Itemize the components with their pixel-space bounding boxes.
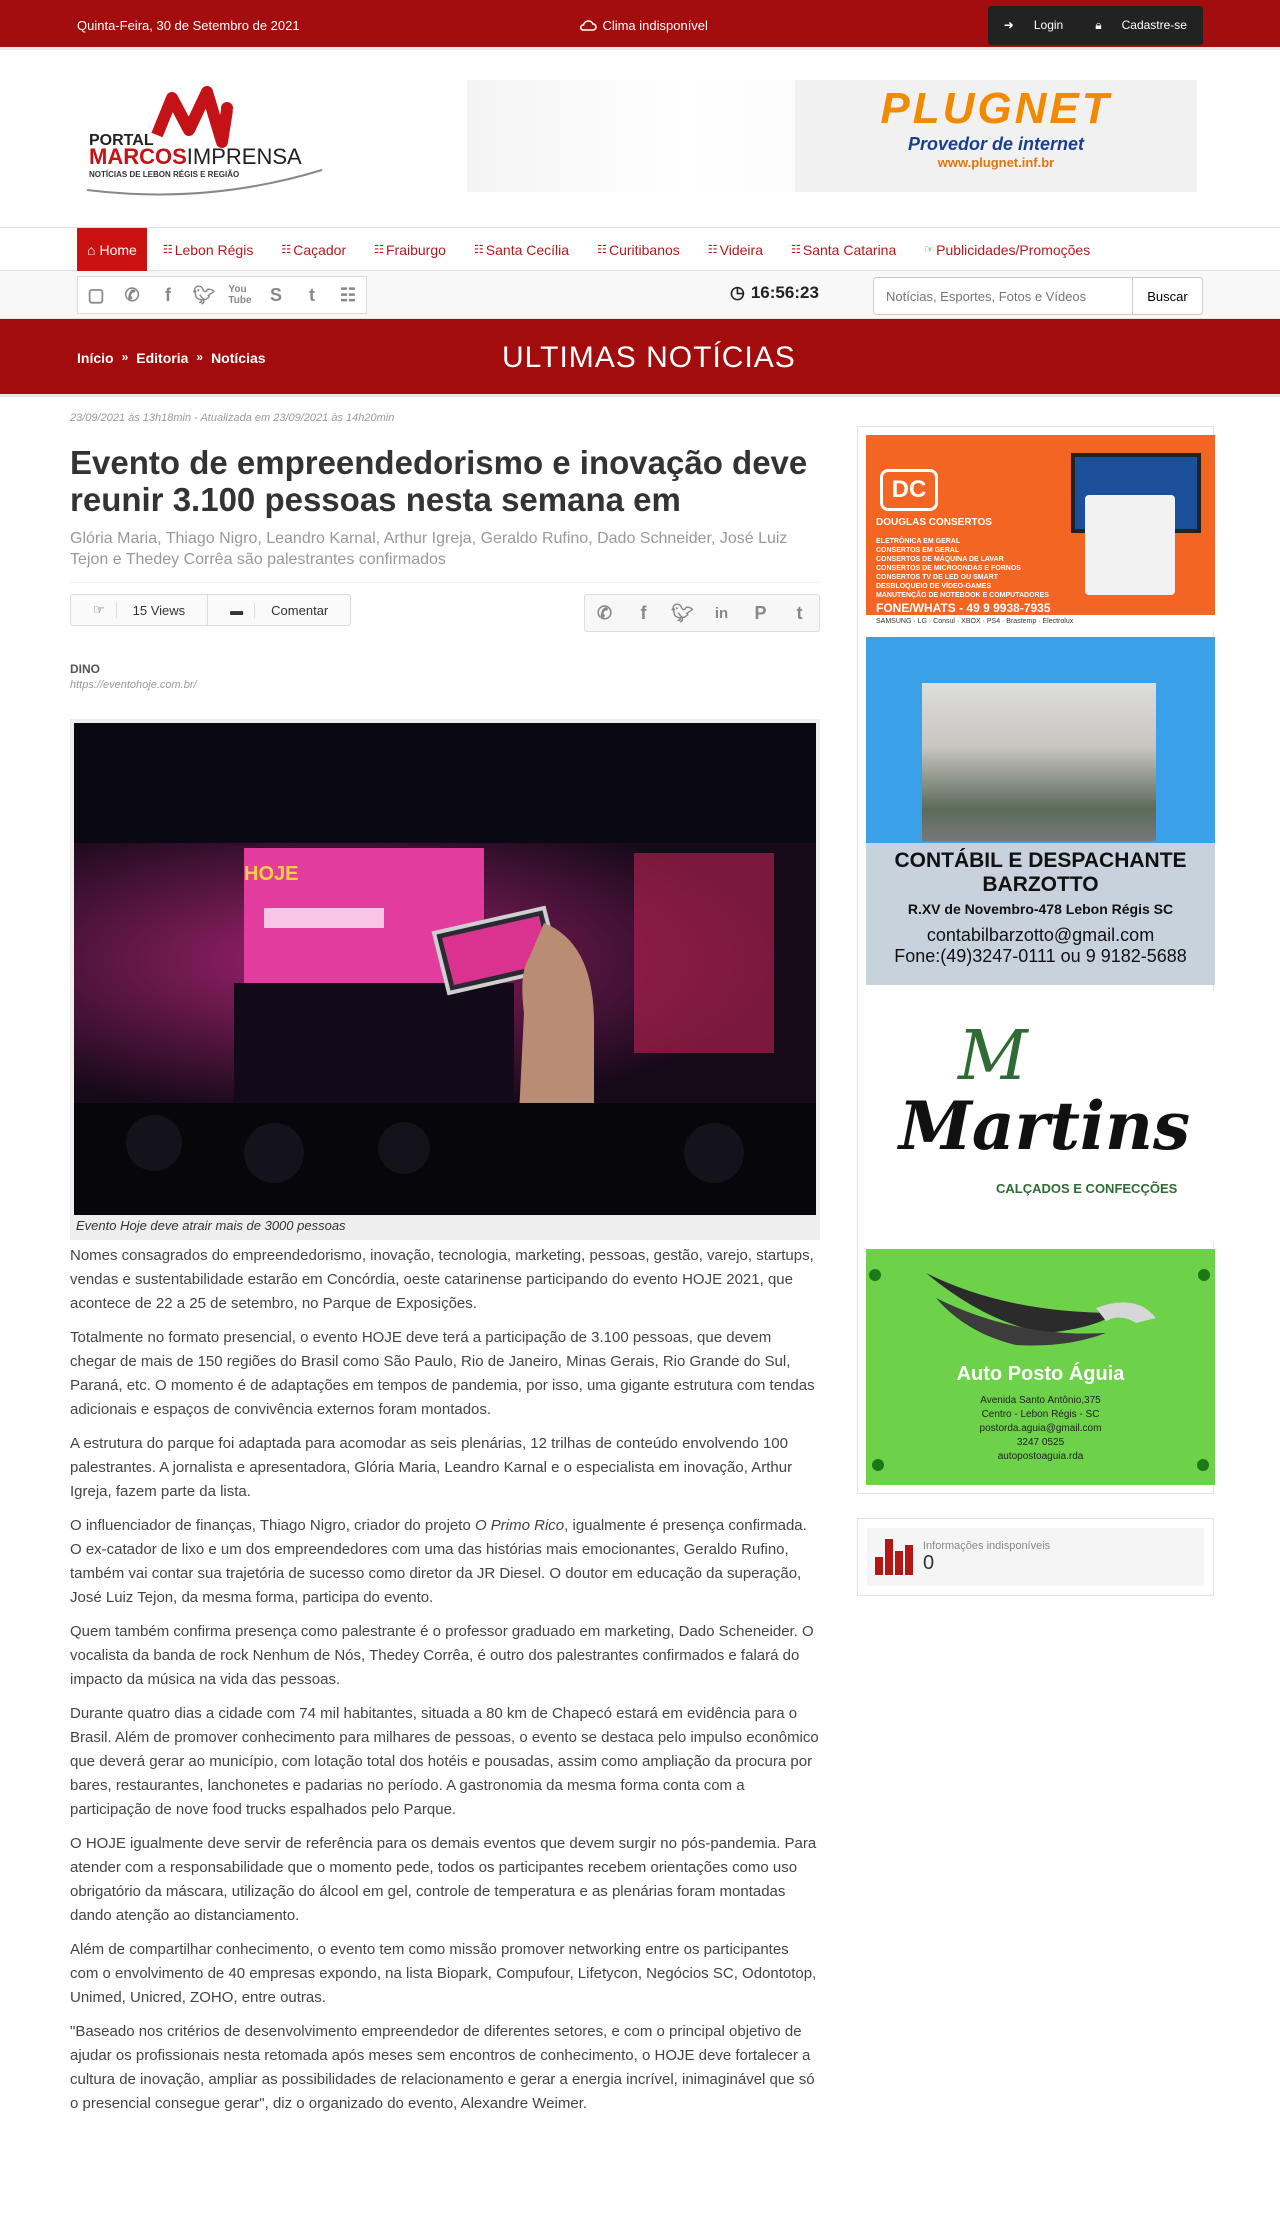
comment-icon: ▬ xyxy=(219,603,255,618)
site-logo[interactable] xyxy=(77,80,337,200)
article-paragraph: A estrutura do parque foi adaptada para acomodar as seis plenárias, 12 trilhas de conteúdo envolvendo 100 palestrantes. A jornalista e apresentadora, Glória Maria, Leandro Karnal e o especialista em inovação, Arthur Igreja, fazem parte da lista. xyxy=(70,1435,793,1500)
pinterest-icon[interactable]: P xyxy=(754,602,767,623)
search-button[interactable]: Buscar xyxy=(1133,277,1203,315)
site-header xyxy=(0,50,1280,228)
rss-icon: ☷ xyxy=(707,244,718,256)
photo-illustration xyxy=(74,723,816,1215)
breadcrumb-separator-icon: » xyxy=(121,350,129,364)
nav-label: Santa Catarina xyxy=(802,241,897,258)
thumbs-up-icon: ☞ xyxy=(82,602,117,618)
views-count: 15 Views xyxy=(132,602,186,618)
section-title: ULTIMAS NOTÍCIAS xyxy=(502,341,796,374)
article xyxy=(70,412,820,2116)
instagram-icon[interactable]: ▢ xyxy=(87,284,105,305)
nav-label: Publicidades/Promoções xyxy=(936,241,1091,258)
ad-washer xyxy=(1085,495,1175,595)
photo-caption: Evento Hoje deve atrair mais de 3000 pessoas xyxy=(76,1218,346,1233)
nav-item-curitibanos[interactable] xyxy=(587,228,690,271)
article-body xyxy=(70,1244,820,2116)
ad-service-line: CONSERTOS DE MÁQUINA DE LAVAR xyxy=(876,556,1004,563)
ad-auto-posto-aguia[interactable] xyxy=(866,1249,1215,1485)
twitter-icon[interactable]: 🐦︎ xyxy=(192,284,216,305)
sidebar-ads xyxy=(857,426,1214,1494)
ad-monogram: M xyxy=(958,1017,1028,1096)
nav-item-publicidades[interactable] xyxy=(914,228,1100,271)
comment-button[interactable] xyxy=(208,595,350,625)
rss-icon: ☷ xyxy=(374,244,384,256)
logo-text-name xyxy=(89,145,302,169)
stats-widget xyxy=(857,1518,1214,1596)
ad-title: CONTÁBIL E DESPACHANTE xyxy=(894,849,1187,872)
weather-text: Clima indisponível xyxy=(602,17,708,33)
top-bar xyxy=(0,0,1280,50)
ad-brand: Auto Posto Águia xyxy=(956,1363,1125,1385)
ad-brands: SAMSUNG · LG · Consul · XBOX · PS4 · Brastemp · Electrolux xyxy=(866,615,1215,631)
ad-service-line: ELETRÔNICA EM GERAL xyxy=(876,538,961,545)
nav-label: Curitibanos xyxy=(608,241,680,258)
header-ad[interactable] xyxy=(467,80,1197,192)
plugnet-url: www.plugnet.inf.br xyxy=(937,155,1055,170)
nav-label: Santa Cecília xyxy=(485,241,570,258)
logo-text-imprensa: IMPRENSA xyxy=(186,144,302,169)
ad-city: Centro - Lebon Régis - SC xyxy=(981,1409,1100,1420)
ad-address: R.XV de Novembro-478 Lebon Régis SC xyxy=(907,901,1174,917)
facebook-icon[interactable]: f xyxy=(165,284,171,305)
login-label: Login xyxy=(1033,18,1064,32)
ad-instagram: autopostoaguia.rda xyxy=(997,1451,1084,1462)
article-title: Evento de empreendedorismo e inovação deve reunir 3.100 pessoas nesta semana em xyxy=(70,444,808,518)
bar-chart-icon xyxy=(875,1539,913,1575)
rss-icon: ☷ xyxy=(281,244,292,256)
nav-item-fraiburgo[interactable] xyxy=(364,228,456,271)
breadcrumb-home[interactable]: Início xyxy=(77,350,114,366)
nav-label: Lebon Régis xyxy=(174,241,254,258)
ad-title: BARZOTTO xyxy=(982,873,1099,896)
ad-brand: DOUGLAS CONSERTOS xyxy=(876,517,992,528)
whatsapp-icon[interactable]: ✆ xyxy=(124,284,140,305)
eagle-logo xyxy=(866,1253,1215,1363)
breadcrumb-section[interactable]: Editoria xyxy=(136,350,189,366)
stage-logo-text: HOJE xyxy=(244,863,299,885)
nav-item-santa-catarina[interactable] xyxy=(781,228,906,271)
rss-icon: ☷ xyxy=(162,244,173,256)
article-author: DINO xyxy=(70,662,100,676)
article-paragraph: Durante quatro dias a cidade com 74 mil habitantes, situada a 80 km de Chapecó estará em evidência para o Brasil. Além de promover conhecimento para milhares de pessoas, o evento se destaca pelo impulso econômico que deverá gerar ao município, com lotação total dos hotéis e pousadas, assim como ampliação da procura por bares, restaurantes, lanchonetes e padarias no período. A gastronomia da mesma forma conta com a participação de nove food trucks espalhados pelo Parque. xyxy=(70,1705,819,1818)
paragraph-text: , igualmente é presença confirmada. O ex-catador de lixo e um dos empreendedores com uma das histórias mais emocionantes, Geraldo Rufino, também vai contar sua trajetória de sucesso como diretor da JR Diesel. O doutor em educação da superação, José Luiz Tejon, da mesma forma, participa do evento. xyxy=(70,1517,807,1606)
breadcrumb-current[interactable]: Notícias xyxy=(211,350,266,366)
tumblr-icon[interactable]: t xyxy=(309,284,315,305)
green-dot-icon xyxy=(1197,1459,1209,1471)
lock-icon: 🔒︎ xyxy=(1095,17,1102,32)
logo-tagline: NOTÍCIAS DE LEBON RÉGIS E REGIÃO xyxy=(89,170,240,179)
ad-address: Avenida Santo Antônio,375 xyxy=(980,1395,1101,1406)
ad-phone: Fone:(49)3247-0111 ou 9 9182-5688 xyxy=(894,946,1187,966)
stats-value: 0 xyxy=(923,1551,935,1574)
clock-time: 16:56:23 xyxy=(750,283,819,302)
register-label: Cadastre-se xyxy=(1121,18,1187,32)
breadcrumb xyxy=(77,350,266,366)
linkedin-icon[interactable]: in xyxy=(714,604,729,622)
thumbs-up-icon: ☞ xyxy=(924,244,935,256)
green-dot-icon xyxy=(872,1459,884,1471)
nav-label: Fraiburgo xyxy=(386,241,446,258)
ad-service-line: CONSERTOS DE MICROONDAS E FORNOS xyxy=(876,565,1021,572)
article-photo xyxy=(74,723,816,1215)
views-button[interactable] xyxy=(71,595,208,625)
article-paragraph xyxy=(70,1514,820,1610)
article-source-link[interactable]: https://eventohoje.com.br/ xyxy=(70,679,197,691)
nav-item-videira[interactable] xyxy=(698,228,773,271)
search-input[interactable] xyxy=(873,277,1133,315)
ad-building-photo xyxy=(922,683,1156,841)
tools-bar xyxy=(0,271,1280,319)
twitter-icon[interactable]: 🐦︎ xyxy=(671,602,694,623)
ad-services xyxy=(876,537,1076,600)
ad-phone: FONE/WHATS - 49 9 9938-7935 xyxy=(876,601,1051,615)
current-date: Quinta-Feira, 30 de Setembro de 2021 xyxy=(77,17,300,33)
nav-label: Home xyxy=(99,241,137,258)
tumblr-icon[interactable]: t xyxy=(796,602,803,623)
ad-brand: Martins xyxy=(898,1087,1191,1165)
home-icon: ⌂ xyxy=(87,241,96,258)
nav-label: Caçador xyxy=(293,241,347,258)
ad-martins[interactable] xyxy=(866,991,1215,1241)
rss-icon: ☷ xyxy=(597,244,607,256)
skype-icon[interactable]: S xyxy=(269,284,282,305)
auth-group xyxy=(988,6,1203,45)
article-buttons xyxy=(70,594,351,626)
stats-text xyxy=(923,1540,1050,1575)
register-button[interactable] xyxy=(1079,6,1203,45)
ad-phone: 3247 0525 xyxy=(1016,1437,1065,1448)
nav-label: Videira xyxy=(719,241,763,258)
section-banner xyxy=(0,319,1280,397)
rss-icon: ☷ xyxy=(790,244,801,256)
stats-label: Informações indisponíveis xyxy=(923,1539,1051,1552)
article-paragraph: Além de compartilhar conhecimento, o evento tem como missão promover networking entre os participantes com o envolvimento de 40 empresas expondo, na lista Biopark, Compufour, Lifetycon, Negócios SC, Odontotop, Unimed, Unicred, ZOHO, entre outras. xyxy=(70,1941,817,2006)
article-paragraph: Totalmente no formato presencial, o evento HOJE deve terá a participação de 3.100 pessoas, que devem chegar de mais de 150 regiões do Brasil como São Paulo, Rio de Janeiro, Minas Gerais, Rio Grande do Sul, Paraná, etc. O momento é de adaptações em tempos de pandemia, por isso, uma gigante estrutura com tendas adicionais e espaços de convivência externos foram montados. xyxy=(70,1329,815,1418)
rss-icon[interactable]: ☷ xyxy=(339,284,357,305)
article-subtitle: Glória Maria, Thiago Nigro, Leandro Karnal, Arthur Igreja, Geraldo Rufino, Dado Schneider, José Luiz Tejon e Thedey Corrêa são palestrantes confirmados xyxy=(70,530,788,568)
paragraph-emphasis: O Primo Rico xyxy=(474,1517,565,1534)
article-paragraph: O HOJE igualmente deve servir de referência para os demais eventos que devem surgir no pós-pandemia. Para atender com a responsabilidade que o momento pede, todos os participantes recebem orientações como uso obrigatório da máscara, utilização do álcool em gel, controle de temperatura e as plenárias foram montadas dando atenção ao distanciamento. xyxy=(70,1835,817,1924)
logo-text-marcos: MARCOS xyxy=(89,144,187,169)
nav-item-lebon-regis[interactable] xyxy=(153,228,264,271)
article-paragraph: Nomes consagrados do empreendedorismo, inovação, tecnologia, marketing, pessoas, gestão, varejo, startups, vendas e sustentabilidade estarão em Concórdia, oeste catarinense participando do evento HOJE 2021, que acontece de 22 a 25 de setembro, no Parque de Exposições. xyxy=(70,1247,814,1312)
nav-item-santa-cecilia[interactable] xyxy=(464,228,579,271)
stats-panel xyxy=(867,1528,1204,1586)
ad-logo: DC xyxy=(880,469,938,511)
article-figure xyxy=(70,719,820,1240)
ad-service-line: DESBLOQUEIO DE VÍDEO-GAMES xyxy=(876,583,992,590)
article-paragraph: "Baseado nos critérios de desenvolvimento empreendedor de diferentes setores, e com o principal objetivo de ajudar os profissionais nesta retomada após meses sem encontros de conhecimento, o HOJE deve fortalecer a cultura de inovação, ampliar as possibilidades de relacionamento e gerar a energia incrível, inimaginável que só o presencial consegue gerar", diz o organizado do evento, Alexandre Weimer. xyxy=(70,2023,815,2112)
facebook-icon[interactable]: f xyxy=(640,602,647,623)
weather-widget xyxy=(579,18,708,33)
whatsapp-icon[interactable]: ✆ xyxy=(596,602,613,623)
clock-icon: ◷ xyxy=(730,283,745,302)
share-buttons xyxy=(584,594,820,632)
nav-item-home[interactable] xyxy=(77,228,147,271)
ad-service-line: MANUTENÇÃO DE NOTEBOOK E COMPUTADORES xyxy=(876,592,1049,599)
ad-tagline: CALÇADOS E CONFECÇÕES xyxy=(996,1181,1178,1196)
ad-service-line: CONSERTOS EM GERAL xyxy=(876,547,960,554)
ad-info-panel xyxy=(866,843,1215,985)
ad-email: postorda.aguia@gmail.com xyxy=(979,1423,1102,1434)
sidebar xyxy=(857,426,1214,1596)
plugnet-brand: PLUGNET xyxy=(880,84,1112,133)
rss-icon: ☷ xyxy=(473,244,484,256)
ad-service-line: CONSERTOS TV DE LED OU SMART xyxy=(876,574,998,581)
cloud-icon xyxy=(579,18,597,32)
article-date: 23/09/2021 às 13h18min - Atualizada em 23/09/2021 às 14h20min xyxy=(70,412,395,424)
article-paragraph: Quem também confirma presença como palestrante é o professor graduado em marketing, Dado Scheneider. O vocalista da banda de rock Nenhum de Nós, Thedey Corrêa, é outro dos palestrantes confirmados e falará do impacto da música na vida das pessoas. xyxy=(70,1623,814,1688)
search-form xyxy=(873,277,1203,315)
plugnet-tagline: Provedor de internet xyxy=(907,134,1085,154)
ad-email: contabilbarzotto@gmail.com xyxy=(926,925,1155,945)
plugnet-ad[interactable] xyxy=(795,80,1197,192)
paragraph-text: O influenciador de finanças, Thiago Nigro, criador do projeto xyxy=(70,1517,475,1534)
login-button[interactable] xyxy=(988,6,1079,45)
main-nav xyxy=(0,228,1280,271)
comment-label: Comentar xyxy=(271,602,329,618)
login-icon: ➜ xyxy=(1003,18,1014,32)
clock xyxy=(730,283,819,303)
nav-item-cacador[interactable] xyxy=(271,228,356,271)
ad-contabil-barzotto[interactable] xyxy=(866,637,1215,985)
social-links xyxy=(77,276,367,314)
breadcrumb-separator-icon: » xyxy=(196,350,204,364)
logo-text-portal: PORTAL xyxy=(89,132,154,149)
ad-douglas-consertos[interactable] xyxy=(866,435,1215,631)
article-actions xyxy=(70,582,820,644)
youtube-icon[interactable]: You Tube xyxy=(228,284,252,306)
